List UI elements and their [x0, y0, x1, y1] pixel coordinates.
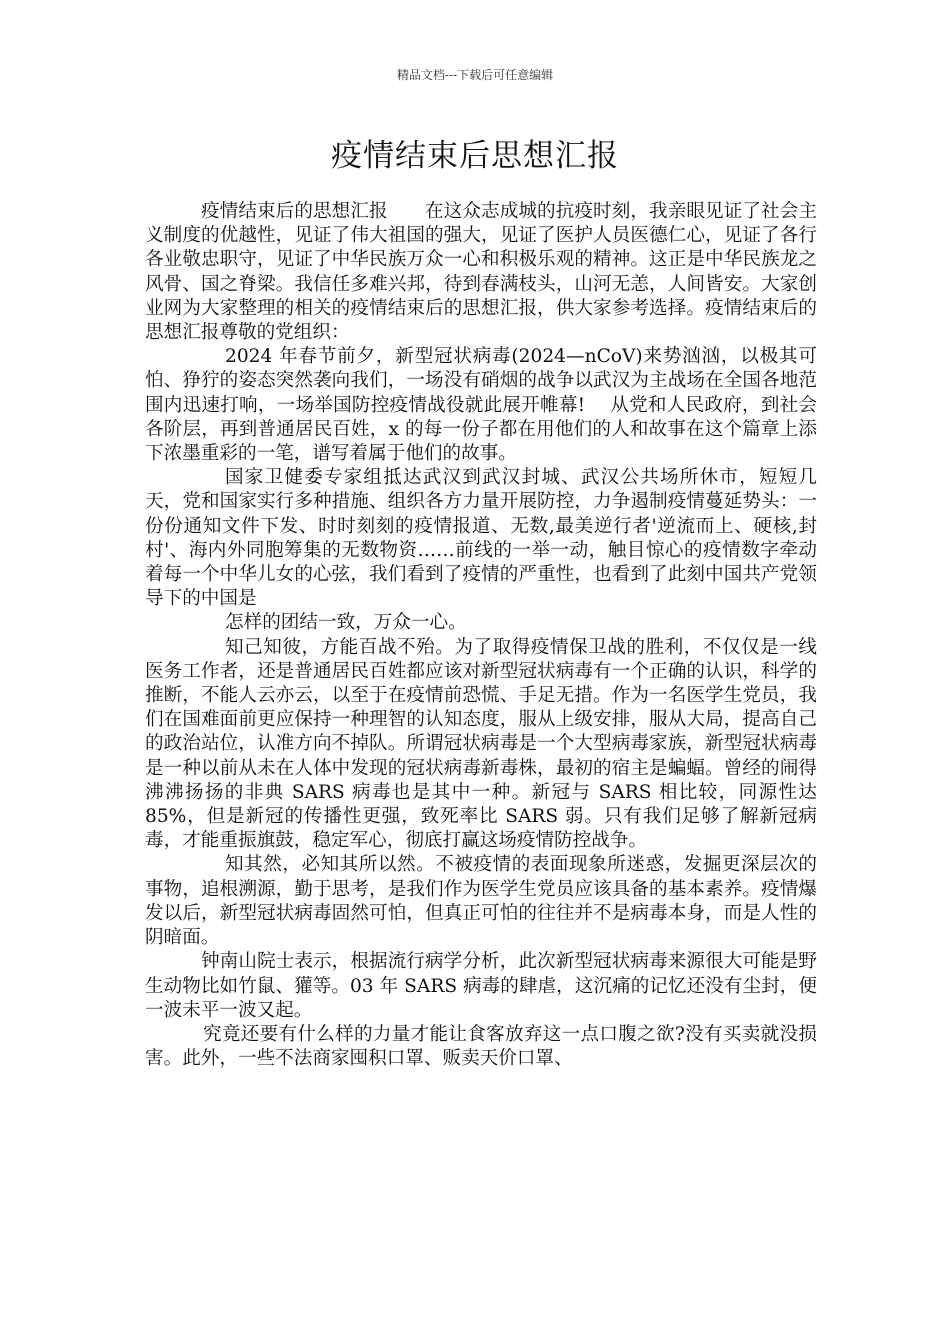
document-body: [145, 200, 817, 1071]
paragraph: 怎样的团结一致，万众一心。: [225, 612, 467, 634]
paragraph: 2024 年春节前夕，新型冠状病毒(2024—nCoV)来势汹汹，以极其可怕、狰狞的姿态突然袭向我们，一场没有硝烟的战争以武汉为主战场在全国各地范围内迅速打响，一场举国防控疫情战役就此展开帷幕! 从党和人民政府，到社会各阶层，再到普通居民百姓，x 的每一份子都在用他们的人和故事在这个篇章上添下浓墨重彩的一笔，谱写着属于他们的故事。: [145, 346, 817, 465]
paragraph: 钟南山院士表示，根据流行病学分析，此次新型冠状病毒来源很大可能是野生动物比如竹鼠、獾等。03 年 SARS 病毒的肆虐，这沉痛的记忆还没有尘封，便一波未平一波又起。: [145, 951, 817, 1021]
page-header: 精品文档---下载后可任意编辑: [396, 68, 554, 82]
paragraph: 知己知彼，方能百战不殆。为了取得疫情保卫战的胜利，不仅仅是一线医务工作者，还是普通居民百姓都应该对新型冠状病毒有一个正确的认识，科学的推断，不能人云亦云，以至于在疫情前恐慌、手足无措。作为一名医学生党员，我们在国难面前更应保持一种理智的认知态度，服从上级安排，服从大局，提高自己的政治站位，认准方向不掉队。所谓冠状病毒是一个大型病毒家族，新型冠状病毒是一种以前从未在人体中发现的冠状病毒新毒株，最初的宿主是蝙蝠。曾经的闹得沸沸扬扬的非典 SARS 病毒也是其中一种。新冠与 SARS 相比较，同源性达 85%，但是新冠的传播性更强，致死率比 SARS 弱。只有我们足够了解新冠病毒，才能重振旗鼓，稳定军心，彻底打赢这场疫情防控战争。: [145, 636, 817, 852]
paragraph: 知其然，必知其所以然。不被疫情的表面现象所迷惑，发掘更深层次的事物，追根溯源，勤于思考，是我们作为医学生党员应该具备的基本素养。疫情爆发以后，新型冠状病毒固然可怕，但真正可怕的往往并不是病毒本身，而是人性的阴暗面。: [145, 854, 817, 949]
document-title: 疫情结束后思想汇报: [331, 138, 619, 174]
paragraph: 究竟还要有什么样的力量才能让食客放弃这一点口腹之欲?没有买卖就没损害。此外，一些不法商家囤积口罩、贩卖天价口罩、: [145, 1023, 817, 1070]
paragraph: 国家卫健委专家组抵达武汉到武汉封城、武汉公共场所休市，短短几天，党和国家实行多种措施、组织各方力量开展防控，力争遏制疫情蔓延势头：一份份通知文件下发、时时刻刻的疫情报道、无数,最美逆行者'逆流而上、硬核,封村'、海内外同胞筹集的无数物资……前线的一举一动，触目惊心的疫情数字牵动着每一个中华儿女的心弦，我们看到了疫情的严重性，也看到了此刻中国共产党领导下的中国是: [145, 467, 817, 610]
paragraph: 疫情结束后的思想汇报 在这众志成城的抗疫时刻，我亲眼见证了社会主义制度的优越性，见证了伟大祖国的强大，见证了医护人员医德仁心，见证了各行各业敬忠职守，见证了中华民族万众一心和积极乐观的精神。这正是中华民族龙之风骨、国之脊梁。我信任多难兴邦，待到春满枝头，山河无恙，人间皆安。大家创业网为大家整理的相关的疫情结束后的思想汇报，供大家参考选择。疫情结束后的思想汇报尊敬的党组织：: [145, 201, 817, 344]
